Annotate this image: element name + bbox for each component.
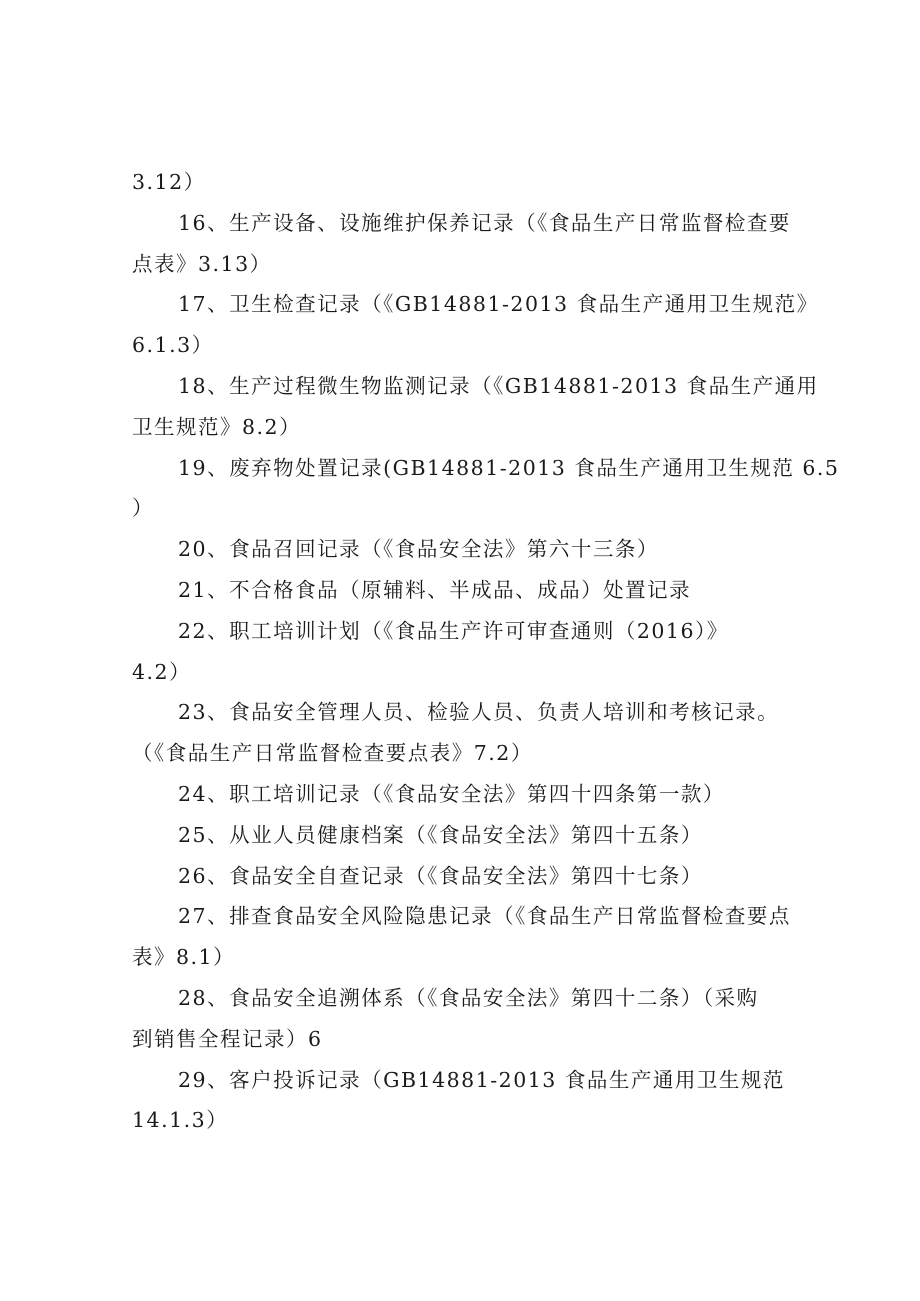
document-text-line: 14.1.3） <box>132 1108 229 1133</box>
document-text-line: 6.1.3） <box>132 333 214 358</box>
document-text-line: 21、不合格食品（原辅料、半成品、成品）处置记录 <box>178 577 692 602</box>
document-text-line: 23、食品安全管理人员、检验人员、负责人培训和考核记录。 <box>178 700 780 725</box>
document-text-line: （《食品生产日常监督检查要点表》7.2） <box>132 741 533 766</box>
document-text-line: 27、排查食品安全风险隐患记录（《食品生产日常监督检查要点 <box>178 904 791 929</box>
document-text-line: 25、从业人员健康档案（《食品安全法》第四十五条） <box>178 822 703 847</box>
document-text-line: 3.12） <box>132 170 206 194</box>
document-text-line: 到销售全程记录）6 <box>132 1026 323 1051</box>
document-body <box>132 162 840 1141</box>
document-text-line: ） <box>132 496 154 521</box>
document-text-line: 16、生产设备、设施维护保养记录（《食品生产日常监督检查要 <box>178 210 791 235</box>
document-text-line: 4.2） <box>132 659 192 684</box>
document-text-line: 22、职工培训计划（《食品生产许可审查通则（2016）》 <box>178 618 729 643</box>
document-text-line: 18、生产过程微生物监测记录（《GB14881-2013 食品生产通用 <box>178 373 819 398</box>
document-text-line: 表》8.1） <box>132 945 236 970</box>
document-text-line: 卫生规范》8.2） <box>132 414 302 439</box>
document-text-line: 17、卫生检查记录（《GB14881-2013 食品生产通用卫生规范》 <box>178 292 819 317</box>
document-text-line: 28、食品安全追溯体系（《食品安全法》第四十二条）（采购 <box>178 985 759 1010</box>
document-text-line: 26、食品安全自查记录（《食品安全法》第四十七条） <box>178 863 703 888</box>
document-text-line: 20、食品召回记录（《食品安全法》第六十三条） <box>178 537 659 562</box>
document-text-line: 29、客户投诉记录（GB14881-2013 食品生产通用卫生规范 <box>178 1067 785 1092</box>
document-text-line: 24、职工培训记录（《食品安全法》第四十四条第一款） <box>178 781 725 806</box>
document-text-line: 点表》3.13） <box>132 251 272 276</box>
document-text-line: 19、废弃物处置记录(GB14881-2013 食品生产通用卫生规范 6.5 <box>178 455 840 480</box>
